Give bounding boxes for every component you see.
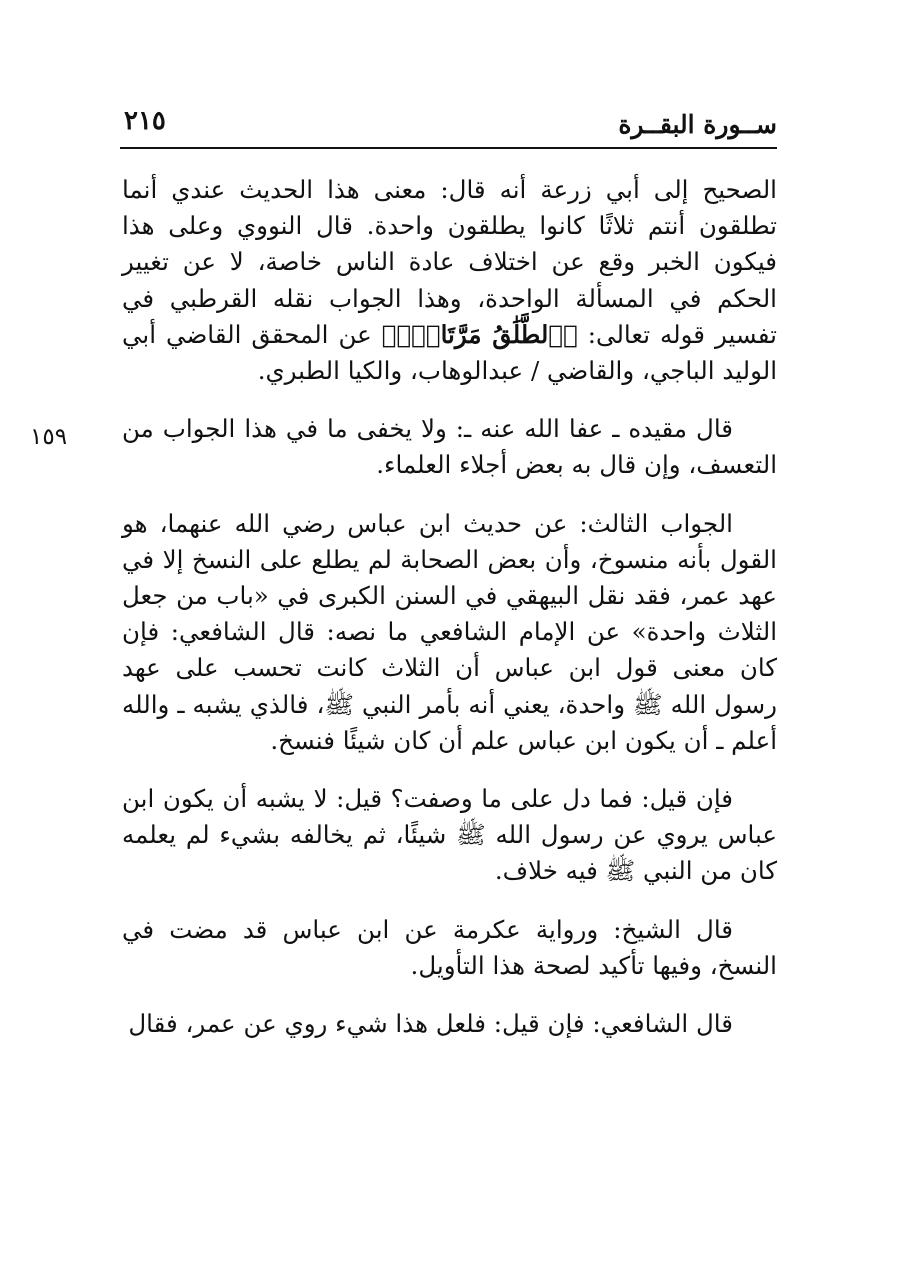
paragraph-3: الجواب الثالث: عن حديث ابن عباس رضي الله عنهما، هو القول بأنه منسوخ، وأن بعض الصحابة لم يطلع على النسخ إلا في عهد عمر، فقد نقل البيهقي في السنن الكبرى في «باب من جعل الثلاث واحدة» عن الإمام الشافعي ما نصه: قال الشافعي: فإن كان معنى قول ابن عباس أن الثلاث كانت تحسب على عهد رسول الله ﷺ واحدة، يعني أنه بأمر النبي ﷺ، فالذي يشبه ـ والله أعلم ـ أن يكون ابن عباس علم أن كان شيئًا فنسخ. — [122, 508, 777, 755]
page-number: ٢١٥ — [124, 106, 166, 136]
paragraph-1-before: الصحيح إلى أبي زرعة أنه قال: معنى هذا الحديث عندي أنما تطلقون أنتم ثلاثًا كانوا يطلقون واحدة. قال النووي وعلى هذا فيكون الخبر وقع عن اختلاف عادة الناس خاصة، لا عن تغيير الحكم في المسألة الواحدة، وهذا الجواب نقله القرطبي في تفسير قوله تعالى: — [122, 175, 777, 349]
paragraph-1 — [122, 172, 777, 389]
paragraph-1-after: عن المحقق القاضي أبي الوليد الباجي، والقاضي / عبدالوهاب، والكيا الطبري. — [122, 319, 777, 386]
paragraph-6: قال الشافعي: فإن قيل: فلعل هذا شيء روي عن عمر، فقال — [128, 1009, 733, 1039]
surah-title: ســورة البقــرة — [618, 110, 777, 139]
margin-page-reference: ١٥٩ — [30, 424, 68, 450]
main-text — [122, 172, 777, 1042]
header-rule — [120, 147, 777, 149]
paragraph-5: قال الشيخ: ورواية عكرمة عن ابن عباس قد مضت في النسخ، وفيها تأكيد لصحة هذا التأويل. — [122, 914, 777, 980]
paragraph-4: فإن قيل: فما دل على ما وصفت؟ قيل: لا يشبه أن يكون ابن عباس يروي عن رسول الله ﷺ شيئًا، ثم يخالفه بشيء لم يعلمه كان من النبي ﷺ فيه خلاف. — [122, 784, 777, 886]
page-header — [120, 105, 777, 145]
quran-verse: ﴿ٱلطَّلَٰقُ مَرَّتَانِۖ﴾ — [381, 319, 578, 349]
paragraph-2: قال مقيده ـ عفا الله عنه ـ: ولا يخفى ما في هذا الجواب من التعسف، وإن قال به بعض أجلاء العلماء. — [122, 414, 777, 480]
